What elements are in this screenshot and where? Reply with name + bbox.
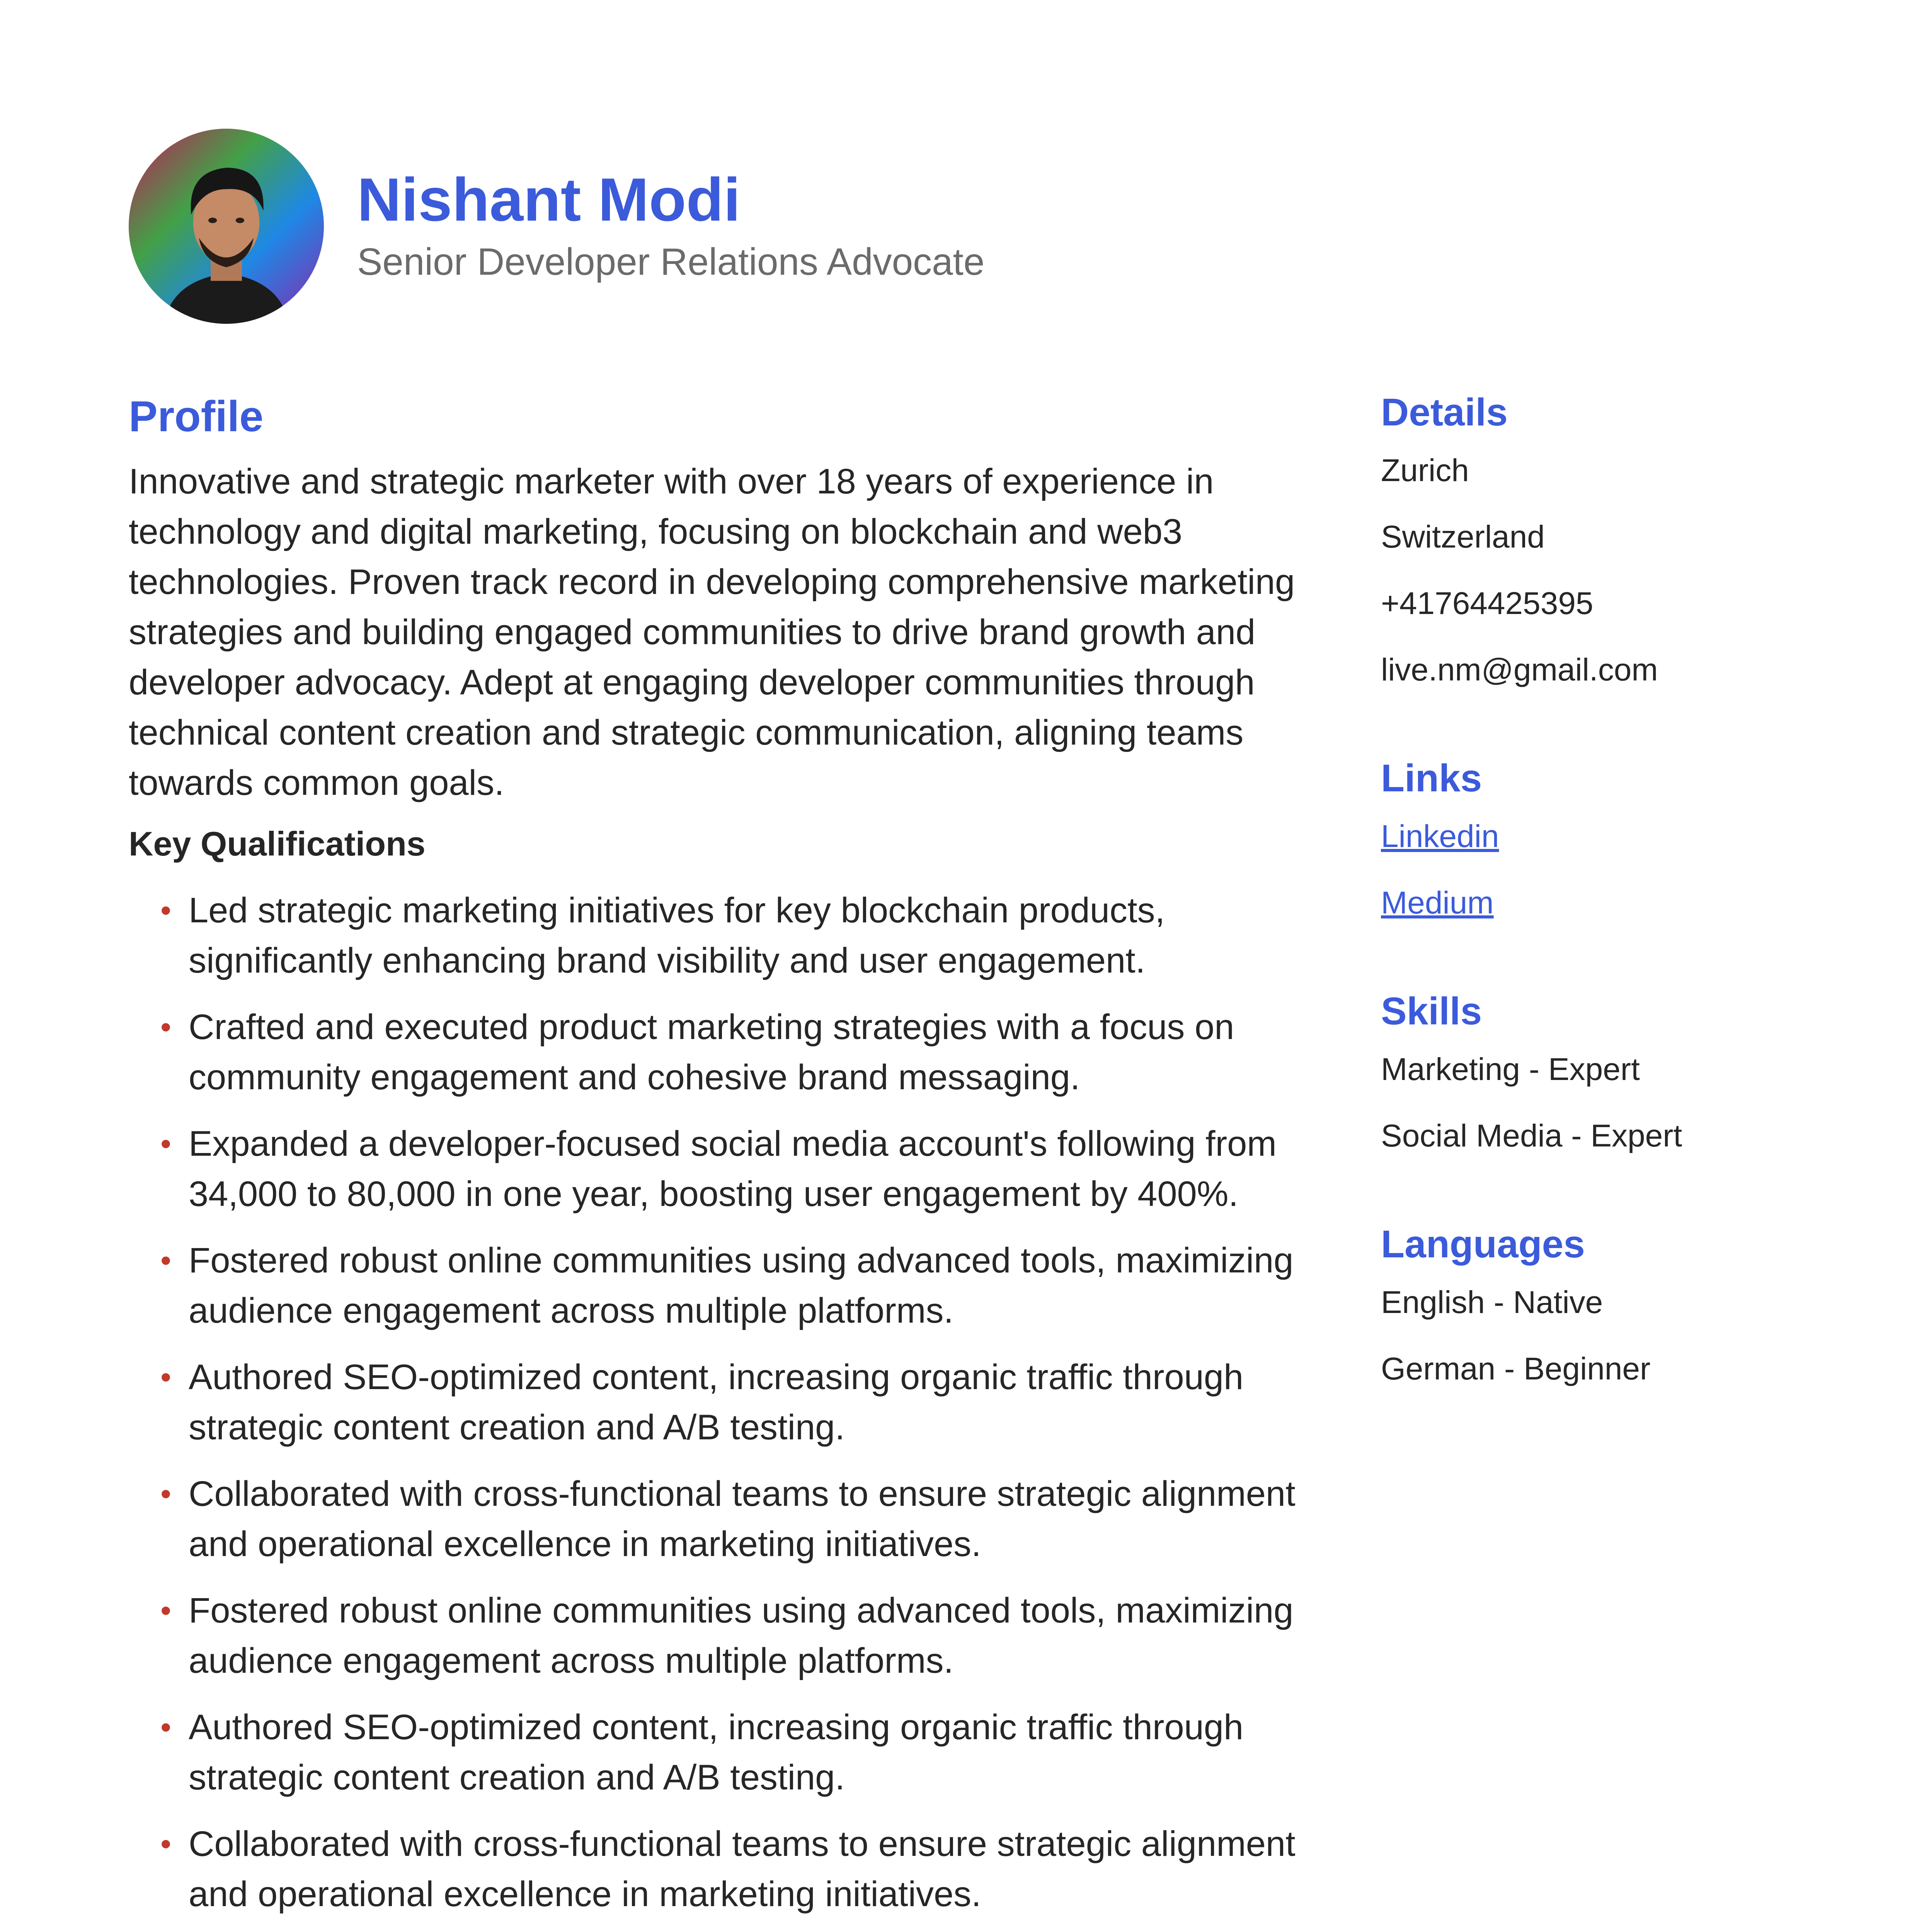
profile-heading: Profile <box>129 392 264 440</box>
details-section <box>1381 388 1806 689</box>
details-email: live.nm@gmail.com <box>1381 652 1658 687</box>
header-titles <box>357 165 985 284</box>
medium-link[interactable]: Medium <box>1381 885 1494 920</box>
skills-section <box>1381 987 1806 1155</box>
details-country: Switzerland <box>1381 519 1545 554</box>
qualification-item <box>129 1702 1315 1803</box>
qualification-item <box>129 1002 1315 1102</box>
avatar <box>129 129 324 324</box>
profile-photo <box>129 129 324 324</box>
details-city: Zurich <box>1381 453 1469 488</box>
main-column <box>129 388 1315 1932</box>
qualification-text: Fostered robust online communities using advanced tools, maximizing audience engagement across multiple platforms. <box>189 1240 1294 1330</box>
skill-item: Marketing - Expert <box>1381 1052 1640 1087</box>
bullet-dot-icon: • <box>160 1826 172 1861</box>
sidebar-column <box>1381 388 1806 1453</box>
qualification-text: Collaborated with cross-functional teams to ensure strategic alignment and operational excellence in marketing initiatives. <box>189 1474 1296 1564</box>
languages-heading: Languages <box>1381 1223 1585 1266</box>
qualifications-list <box>129 885 1315 1919</box>
profile-section <box>129 388 1315 1919</box>
candidate-name: Nishant Modi <box>357 165 741 234</box>
resume-header <box>129 129 984 324</box>
language-item: English - Native <box>1381 1285 1603 1320</box>
link-item-linkedin <box>1381 817 1806 856</box>
qualification-item <box>129 885 1315 986</box>
links-heading: Links <box>1381 757 1482 800</box>
qualification-item <box>129 1235 1315 1336</box>
qualification-text: Crafted and executed product marketing strategies with a focus on community engagement and cohesive brand messaging. <box>189 1007 1234 1097</box>
bullet-dot-icon: • <box>160 1476 172 1511</box>
bullet-dot-icon: • <box>160 1126 172 1161</box>
qualification-item <box>129 1585 1315 1686</box>
profile-summary: Innovative and strategic marketer with over 18 years of experience in technology and digital marketing, focusing on blockchain and web3 technologies. Proven track record in developing comprehensive marketing strategies and building engaged communities to drive brand growth and developer advocacy. Adept at engaging developer communities through technical content creation and strategic communication, aligning teams towards common goals. <box>129 461 1295 803</box>
link-item-medium <box>1381 884 1806 922</box>
language-item: German - Beginner <box>1381 1351 1651 1386</box>
bullet-dot-icon: • <box>160 1009 172 1044</box>
qualifications-heading: Key Qualifications <box>129 824 426 863</box>
skill-item: Social Media - Expert <box>1381 1118 1682 1153</box>
qualification-text: Authored SEO-optimized content, increasing organic traffic through strategic content creation and A/B testing. <box>189 1707 1244 1797</box>
languages-section <box>1381 1220 1806 1388</box>
bullet-dot-icon: • <box>160 1359 172 1394</box>
qualification-text: Led strategic marketing initiatives for key blockchain products, significantly enhancing brand visibility and user engagement. <box>189 890 1165 980</box>
details-heading: Details <box>1381 391 1508 434</box>
linkedin-link[interactable]: Linkedin <box>1381 819 1499 854</box>
links-section <box>1381 754 1806 922</box>
bullet-dot-icon: • <box>160 1709 172 1744</box>
details-phone: +41764425395 <box>1381 586 1594 621</box>
qualification-item <box>129 1352 1315 1452</box>
bullet-dot-icon: • <box>160 893 172 927</box>
qualification-item <box>129 1469 1315 1569</box>
qualification-text: Authored SEO-optimized content, increasing organic traffic through strategic content creation and A/B testing. <box>189 1357 1244 1447</box>
bullet-dot-icon: • <box>160 1593 172 1628</box>
qualification-text: Fostered robust online communities using advanced tools, maximizing audience engagement across multiple platforms. <box>189 1590 1294 1680</box>
candidate-title: Senior Developer Relations Advocate <box>357 240 985 283</box>
qualification-text: Expanded a developer-focused social media account's following from 34,000 to 80,000 in one year, boosting user engagement by 400%. <box>189 1124 1277 1214</box>
bullet-dot-icon: • <box>160 1243 172 1277</box>
qualification-item <box>129 1819 1315 1919</box>
skills-heading: Skills <box>1381 990 1482 1033</box>
qualification-item <box>129 1119 1315 1219</box>
qualification-text: Collaborated with cross-functional teams to ensure strategic alignment and operational excellence in marketing initiatives. <box>189 1824 1296 1914</box>
